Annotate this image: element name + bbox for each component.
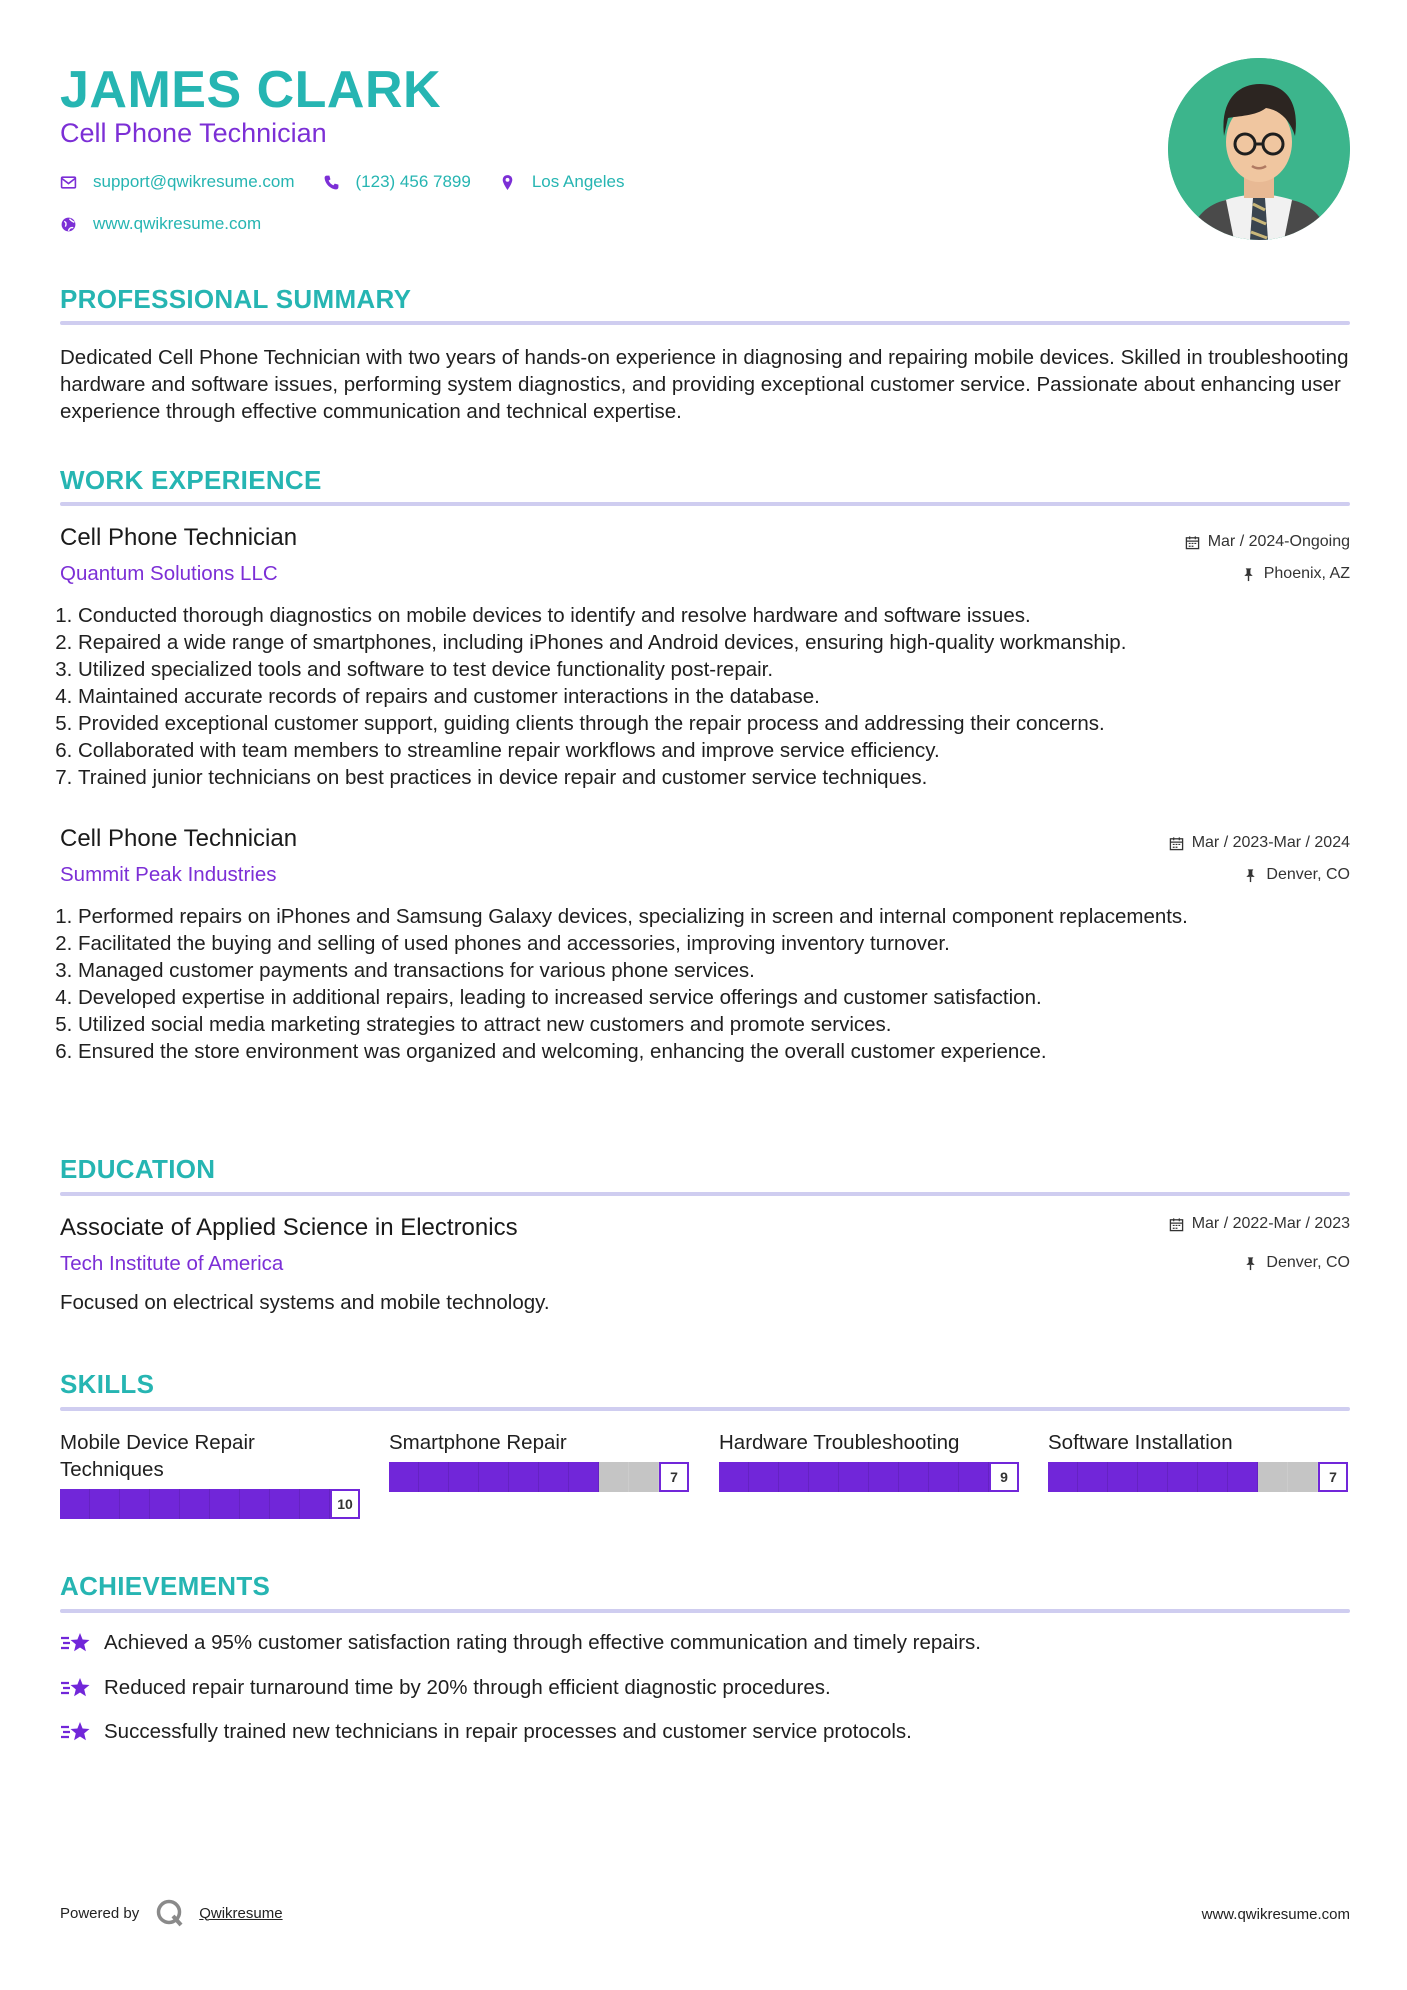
list-item: 3. Managed customer payments and transactions for various phone services.	[78, 957, 1238, 984]
skill-item	[719, 1429, 1019, 1492]
skill-level-value: 7	[659, 1462, 689, 1492]
phone-icon	[323, 174, 340, 191]
qwikresume-logo-icon	[155, 1898, 185, 1928]
skill-bar-segment	[509, 1462, 539, 1492]
section-title-education: EDUCATION	[60, 1154, 216, 1184]
calendar-icon	[1185, 535, 1200, 550]
section-title-summary: PROFESSIONAL SUMMARY	[60, 284, 412, 314]
skill-level-value: 10	[330, 1489, 360, 1519]
contact-location	[499, 172, 625, 192]
skill-bar-segment	[90, 1489, 120, 1519]
skill-bar-segment	[1288, 1462, 1318, 1492]
globe-icon	[60, 216, 77, 233]
job-location-text: Denver, CO	[1266, 866, 1350, 883]
skill-bar-segment	[869, 1462, 899, 1492]
contact-phone[interactable]	[323, 172, 471, 192]
envelope-icon	[60, 174, 77, 191]
education-location-text: Denver, CO	[1266, 1254, 1350, 1271]
job-dates	[1169, 834, 1350, 852]
section-title-skills: SKILLS	[60, 1369, 155, 1399]
section-divider	[60, 502, 1350, 506]
skill-bar-segment	[389, 1462, 419, 1492]
job-bullets	[60, 602, 1328, 791]
achievement-text: Reduced repair turnaround time by 20% through efficient diagnostic procedures.	[104, 1676, 831, 1699]
summary-text: Dedicated Cell Phone Technician with two years of hands-on experience in diagnosing and repairing mobile devices. Skilled in troubleshooting hardware and software issues, performing system diagnostics, and providing exceptional customer service. Passionate about enhancing user experience through effective communication and technical expertise.	[60, 346, 1349, 423]
skill-bar-segment	[210, 1489, 240, 1519]
job-location-text: Phoenix, AZ	[1263, 565, 1350, 582]
achievement-text: Successfully trained new technicians in repair processes and customer service protocols.	[104, 1720, 912, 1743]
achievement-item	[60, 1630, 981, 1656]
skill-bar-segment	[300, 1489, 330, 1519]
brand-link[interactable]: Qwikresume	[199, 1904, 283, 1922]
skill-bar-segment	[959, 1462, 989, 1492]
job-title: Cell Phone Technician	[60, 825, 298, 852]
section-divider	[60, 1609, 1350, 1613]
skill-name: Smartphone Repair	[389, 1431, 567, 1454]
education-description: Focused on electrical systems and mobile technology.	[60, 1291, 550, 1314]
list-item: 6. Ensured the store environment was organized and welcoming, enhancing the overall customer experience.	[78, 1038, 1238, 1065]
pushpin-icon	[1243, 1256, 1258, 1271]
contact-website[interactable]	[60, 214, 261, 234]
pushpin-icon	[1243, 868, 1258, 883]
skill-bar-segment	[120, 1489, 150, 1519]
achievement-item	[60, 1675, 831, 1701]
list-item: 6. Collaborated with team members to streamline repair workflows and improve service efficiency.	[78, 737, 1328, 764]
candidate-name: JAMES CLARK	[60, 61, 442, 119]
location-text: Los Angeles	[531, 172, 625, 191]
job-dates-text: Mar / 2023-Mar / 2024	[1191, 834, 1350, 851]
skill-bar-segment	[899, 1462, 929, 1492]
skill-item	[1048, 1429, 1348, 1492]
education-location	[1243, 1254, 1350, 1272]
list-item: 2. Repaired a wide range of smartphones, including iPhones and Android devices, ensuring high-quality workmanship.	[78, 629, 1328, 656]
skill-name: Mobile Device Repair Techniques	[60, 1431, 255, 1481]
profile-photo	[1168, 58, 1350, 240]
skill-bar-segment	[449, 1462, 479, 1492]
email-text: support@qwikresume.com	[93, 172, 295, 191]
section-title-experience: WORK EXPERIENCE	[60, 465, 322, 495]
contact-row	[60, 172, 652, 192]
skill-level-bar	[60, 1489, 360, 1519]
skill-bar-segment	[1168, 1462, 1198, 1492]
section-divider	[60, 1407, 1350, 1411]
list-item: 5. Provided exceptional customer support, guiding clients through the repair process and addressing their concerns.	[78, 710, 1328, 737]
calendar-icon	[1169, 836, 1184, 851]
skill-bar-segment	[150, 1489, 180, 1519]
candidate-role: Cell Phone Technician	[60, 118, 327, 148]
section-divider	[60, 321, 1350, 325]
skill-bar-segment	[779, 1462, 809, 1492]
skill-bar-segment	[539, 1462, 569, 1492]
skill-bar-segment	[749, 1462, 779, 1492]
skill-bar-segment	[629, 1462, 659, 1492]
list-item: 2. Facilitated the buying and selling of used phones and accessories, improving inventory turnover.	[78, 930, 1238, 957]
shooting-star-icon	[60, 1630, 92, 1656]
skill-bar-segment	[1048, 1462, 1078, 1492]
skill-bar-segment	[809, 1462, 839, 1492]
education-dates-text: Mar / 2022-Mar / 2023	[1191, 1215, 1350, 1232]
map-pin-icon	[499, 174, 516, 191]
skill-bar-segment	[60, 1489, 90, 1519]
skill-bar-segment	[240, 1489, 270, 1519]
footer-url[interactable]: www.qwikresume.com	[1201, 1906, 1350, 1923]
list-item: 1. Conducted thorough diagnostics on mobile devices to identify and resolve hardware and software issues.	[78, 602, 1328, 629]
skill-bar-segment	[419, 1462, 449, 1492]
achievement-text: Achieved a 95% customer satisfaction rating through effective communication and timely repairs.	[104, 1631, 982, 1654]
section-divider	[60, 1192, 1350, 1196]
skill-item	[389, 1429, 689, 1492]
shooting-star-icon	[60, 1675, 92, 1701]
list-item: 4. Developed expertise in additional repairs, leading to increased service offerings and customer satisfaction.	[78, 984, 1238, 1011]
skill-bar-segment	[599, 1462, 629, 1492]
skill-bar-segment	[1258, 1462, 1288, 1492]
job-location	[1241, 565, 1350, 583]
shooting-star-icon	[60, 1719, 92, 1745]
skill-bar-segment	[569, 1462, 599, 1492]
section-title-achievements: ACHIEVEMENTS	[60, 1571, 271, 1601]
phone-text: (123) 456 7899	[355, 172, 471, 191]
skill-bar-segment	[1198, 1462, 1228, 1492]
list-item: 5. Utilized social media marketing strategies to attract new customers and promote services.	[78, 1011, 1238, 1038]
list-item: 1. Performed repairs on iPhones and Samsung Galaxy devices, specializing in screen and internal component replacements.	[78, 903, 1238, 930]
skill-bar-segment	[1108, 1462, 1138, 1492]
education-degree: Associate of Applied Science in Electronics	[60, 1214, 518, 1241]
skill-level-bar	[1048, 1462, 1348, 1492]
skill-bar-segment	[1078, 1462, 1108, 1492]
skill-bar-segment	[180, 1489, 210, 1519]
footer-powered-by	[60, 1898, 283, 1928]
pushpin-icon	[1241, 567, 1256, 582]
skill-name: Software Installation	[1048, 1431, 1233, 1454]
job-location	[1243, 866, 1350, 884]
skill-bar-segment	[270, 1489, 300, 1519]
list-item: 7. Trained junior technicians on best practices in device repair and customer service techniques.	[78, 764, 1328, 791]
skill-bar-segment	[1138, 1462, 1168, 1492]
skill-bar-segment	[839, 1462, 869, 1492]
job-dates	[1185, 533, 1350, 551]
job-company: Quantum Solutions LLC	[60, 562, 278, 585]
website-text: www.qwikresume.com	[93, 214, 262, 233]
education-dates	[1169, 1215, 1350, 1233]
contact-row-website	[60, 214, 289, 234]
powered-by-text: Powered by	[60, 1904, 140, 1922]
skill-level-bar	[389, 1462, 689, 1492]
skill-bar-segment	[479, 1462, 509, 1492]
job-dates-text: Mar / 2024-Ongoing	[1207, 533, 1350, 550]
contact-email[interactable]	[60, 172, 295, 192]
skill-bar-segment	[719, 1462, 749, 1492]
calendar-icon	[1169, 1217, 1184, 1232]
skill-name: Hardware Troubleshooting	[719, 1431, 960, 1454]
skill-bar-segment	[929, 1462, 959, 1492]
skill-level-value: 7	[1318, 1462, 1348, 1492]
skill-bar-segment	[1228, 1462, 1258, 1492]
achievement-item	[60, 1719, 912, 1745]
job-title: Cell Phone Technician	[60, 524, 298, 551]
skill-item	[60, 1429, 360, 1519]
list-item: 4. Maintained accurate records of repairs and customer interactions in the database.	[78, 683, 1328, 710]
education-school: Tech Institute of America	[60, 1252, 284, 1275]
skill-level-bar	[719, 1462, 1019, 1492]
profile-portrait-illustration	[1168, 58, 1350, 240]
list-item: 3. Utilized specialized tools and software to test device functionality post-repair.	[78, 656, 1328, 683]
job-company: Summit Peak Industries	[60, 863, 277, 886]
job-bullets	[60, 903, 1238, 1065]
skill-level-value: 9	[989, 1462, 1019, 1492]
